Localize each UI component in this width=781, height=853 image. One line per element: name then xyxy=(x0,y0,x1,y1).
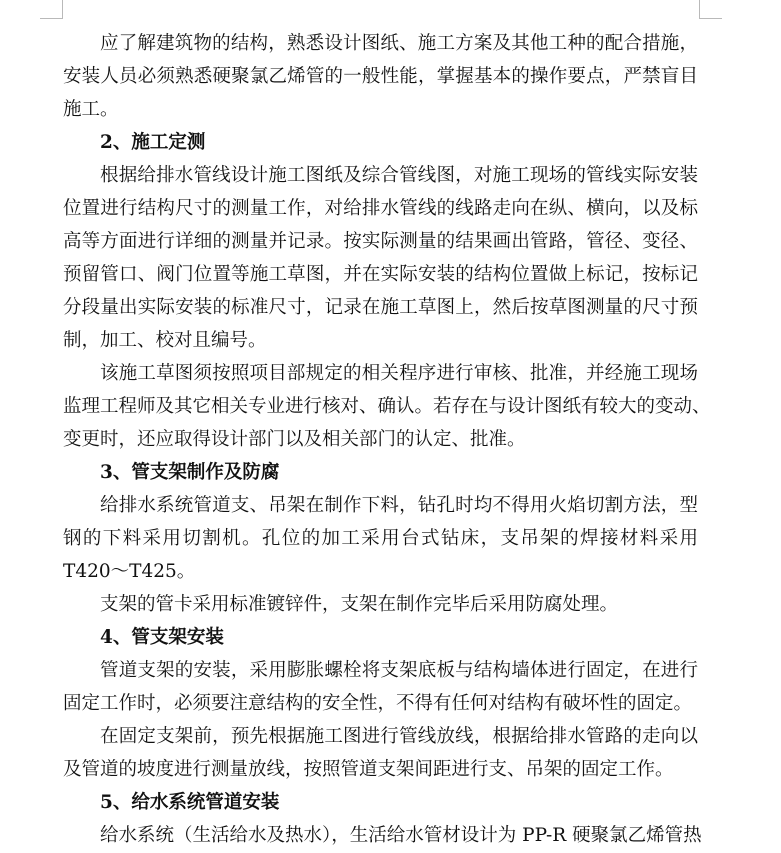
page-corner-mark-right xyxy=(699,0,722,19)
text-line: 安装人员必须熟悉硬聚氯乙烯管的一般性能，掌握基本的操作要点，严禁盲目 xyxy=(63,66,698,87)
text-line: 变更时，还应取得设计部门以及相关部门的认定、批准。 xyxy=(63,429,526,450)
text-line: 及管道的坡度进行测量放线，按照管道支架间距进行支、吊架的固定工作。 xyxy=(63,759,674,780)
text-line: 在固定支架前，预先根据施工图进行管线放线，根据给排水管路的走向以 xyxy=(100,726,698,747)
page-corner-mark-left xyxy=(40,0,63,19)
text-line: 管道支架的安装，采用膨胀螺栓将支架底板与结构墙体进行固定，在进行 xyxy=(100,660,698,681)
paragraph xyxy=(63,819,702,852)
text-line: 监理工程师及其它相关专业进行核对、确认。若存在与设计图纸有较大的变动、 xyxy=(63,396,711,417)
paragraph xyxy=(63,654,698,720)
text-line: 施工。 xyxy=(63,99,119,120)
text-line: 支架的管卡采用标准镀锌件，支架在制作完毕后采用防腐处理。 xyxy=(100,594,619,615)
text-line: T420～T425。 xyxy=(63,561,196,582)
paragraph xyxy=(63,27,698,126)
paragraph xyxy=(63,159,698,357)
text-line: 根据给排水管线设计施工图纸及综合管线图，对施工现场的管线实际安装 xyxy=(100,165,698,186)
text-line: 给排水系统管道支、吊架在制作下料，钻孔时均不得用火焰切割方法，型 xyxy=(100,495,698,516)
text-line: 钢的下料采用切割机。孔位的加工采用台式钻床，支吊架的焊接材料采用 xyxy=(63,528,698,549)
paragraph xyxy=(63,588,698,621)
text-line: 预留管口、阀门位置等施工草图，并在实际安装的结构位置做上标记，按标记 xyxy=(63,264,698,285)
text-line: 位置进行结构尺寸的测量工作，对给排水管线的线路走向在纵、横向，以及标 xyxy=(63,198,698,219)
text-line: 该施工草图须按照项目部规定的相关程序进行审核、批准，并经施工现场 xyxy=(100,363,698,384)
text-line: 应了解建筑物的结构，熟悉设计图纸、施工方案及其他工种的配合措施， xyxy=(100,33,698,54)
section-heading: 5、给水系统管道安装 xyxy=(100,792,280,813)
paragraph xyxy=(63,489,698,588)
paragraph xyxy=(63,357,711,456)
section-heading: 2、施工定测 xyxy=(100,132,206,153)
section-heading: 3、管支架制作及防腐 xyxy=(100,462,280,483)
text-line: 固定工作时，必须要注意结构的安全性，不得有任何对结构有破坏性的固定。 xyxy=(63,693,693,714)
text-line: 高等方面进行详细的测量并记录。按实际测量的结果画出管路，管径、变径、 xyxy=(63,231,698,252)
paragraph xyxy=(63,720,698,786)
document-body xyxy=(63,27,711,852)
section-heading: 4、管支架安装 xyxy=(100,627,224,648)
text-line: 分段量出实际安装的标准尺寸，记录在施工草图上，然后按草图测量的尺寸预 xyxy=(63,297,698,318)
text-line: 制，加工、校对且编号。 xyxy=(63,330,267,351)
text-line: 给水系统（生活给水及热水），生活给水管材设计为 PP-R 硬聚氯乙烯管热 xyxy=(100,825,702,846)
